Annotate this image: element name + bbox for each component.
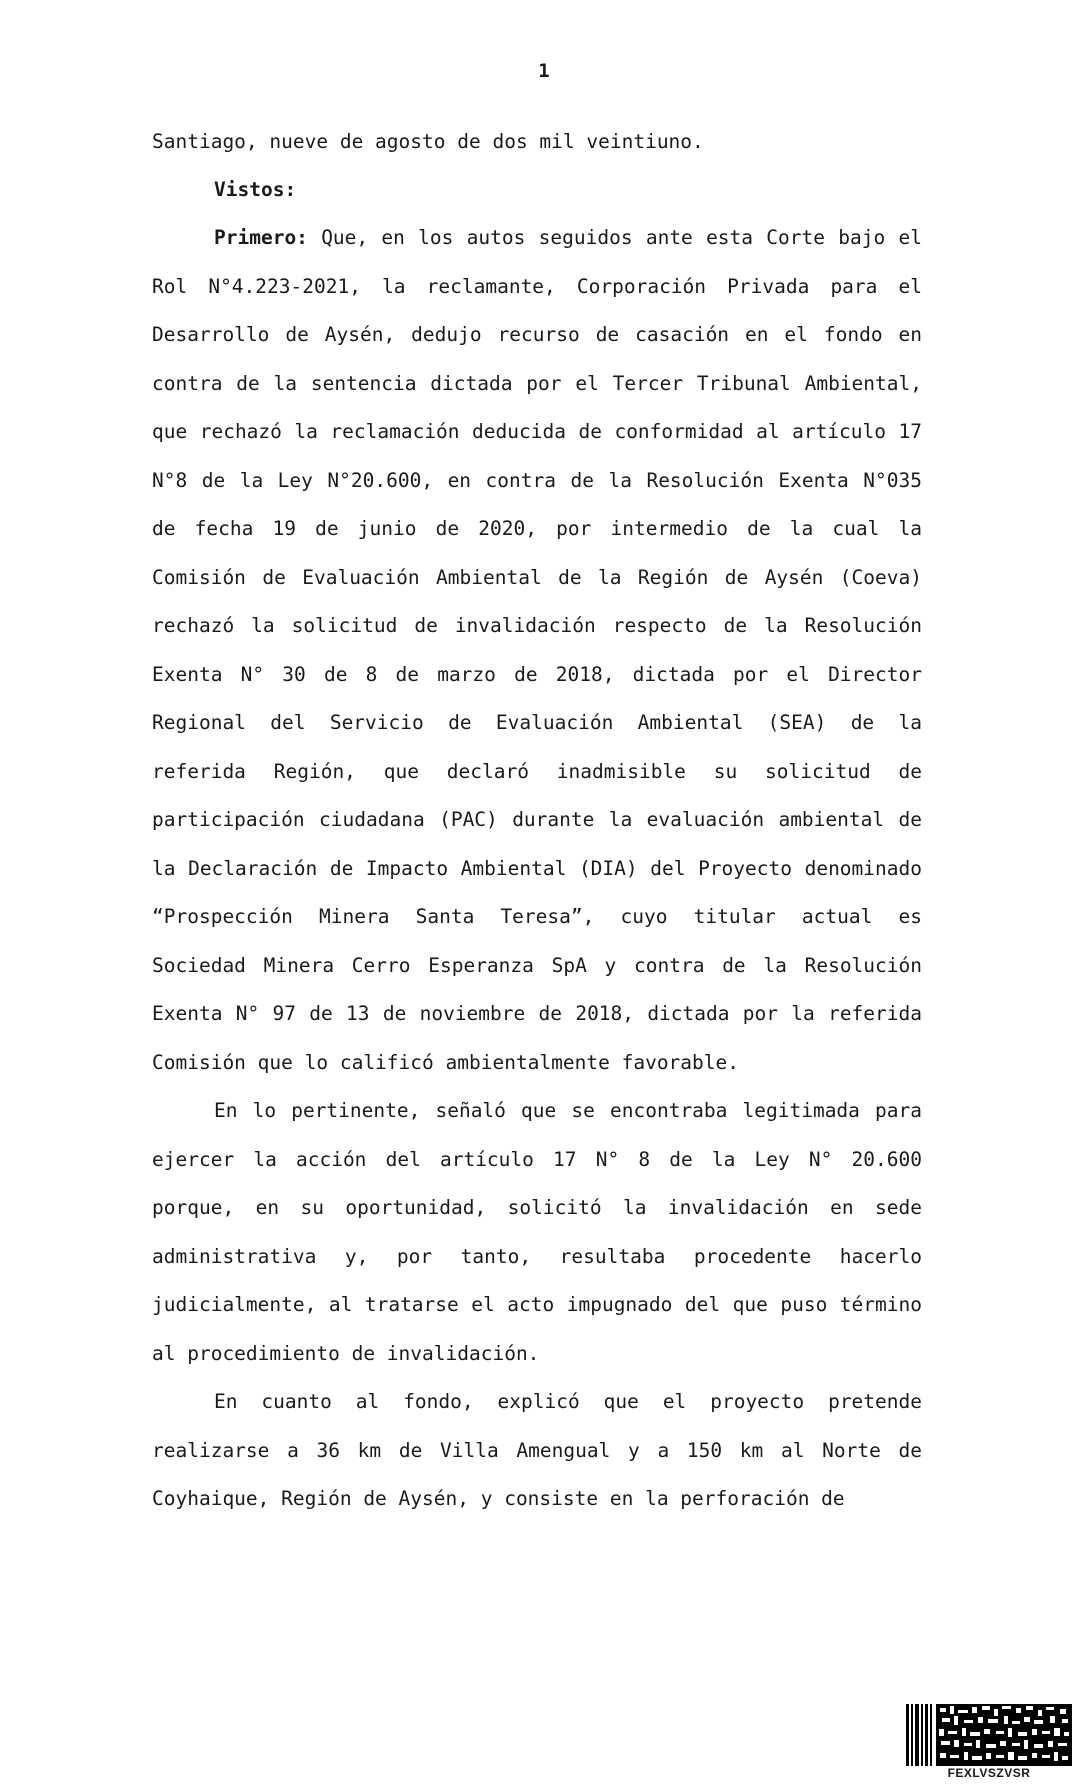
vistos-label: Vistos: <box>214 178 297 201</box>
dateline: Santiago, nueve de agosto de dos mil veintiuno. <box>152 130 704 153</box>
paragraph-merits: En cuanto al fondo, explicó que el proyecto pretende realizarse a 36 km de Villa Amengual y a 150 km al Norte de Coyhaique, Región de Aysén, y consiste en la perforación de <box>152 1390 922 1510</box>
paragraph-primero <box>152 214 922 1087</box>
barcode-code: FEXLVSZVSR <box>947 1766 1031 1780</box>
verification-barcode <box>904 1704 1074 1782</box>
document-body <box>152 214 922 1524</box>
paragraph-text: Que, en los autos seguidos ante esta Corte bajo el Rol N°4.223-2021, la reclamante, Corporación Privada para el Desarrollo de Aysén, dedujo recurso de casación en el fondo en contra de la sentencia dictada por el Tercer Tribunal Ambiental, que rechazó la reclamación deducida de conformidad al artículo 17 N°8 de la Ley N°20.600, en contra de la Resolución Exenta N°035 de fecha 19 de junio de 2020, por intermedio de la cual la Comisión de Evaluación Ambiental de la Región de Aysén (Coeva) rechazó la solicitud de invalidación respecto de la Resolución Exenta N° 30 de 8 de marzo de 2018, dictada por el Director Regional del Servicio de Evaluación Ambiental (SEA) de la referida Región, que declaró inadmisible su solicitud de participación ciudadana (PAC) durante la evaluación ambiental de la Declaración de Impacto Ambiental (DIA) del Proyecto denominado “Prospección Minera Santa Teresa”, cuyo titular actual es Sociedad Minera Cerro Esperanza SpA y contra de la Resolución Exenta N° 97 de 13 de noviembre de 2018, dictada por la referida Comisión que lo calificó ambientalmente favorable. <box>152 226 922 1074</box>
vistos-heading <box>152 166 922 215</box>
barcode-graphic <box>904 1704 1074 1766</box>
paragraph-lead: Primero: <box>214 226 308 249</box>
paragraph-legitimacy: En lo pertinente, señaló que se encontraba legitimada para ejercer la acción del artículo 17 N° 8 de la Ley N° 20.600 porque, en su oportunidad, solicitó la invalidación en sede administrativa y, por tanto, resultaba procedente hacerlo judicialmente, al tratarse el acto impugnado del que puso término al procedimiento de invalidación. <box>152 1099 922 1365</box>
page-number: 1 <box>538 60 550 82</box>
